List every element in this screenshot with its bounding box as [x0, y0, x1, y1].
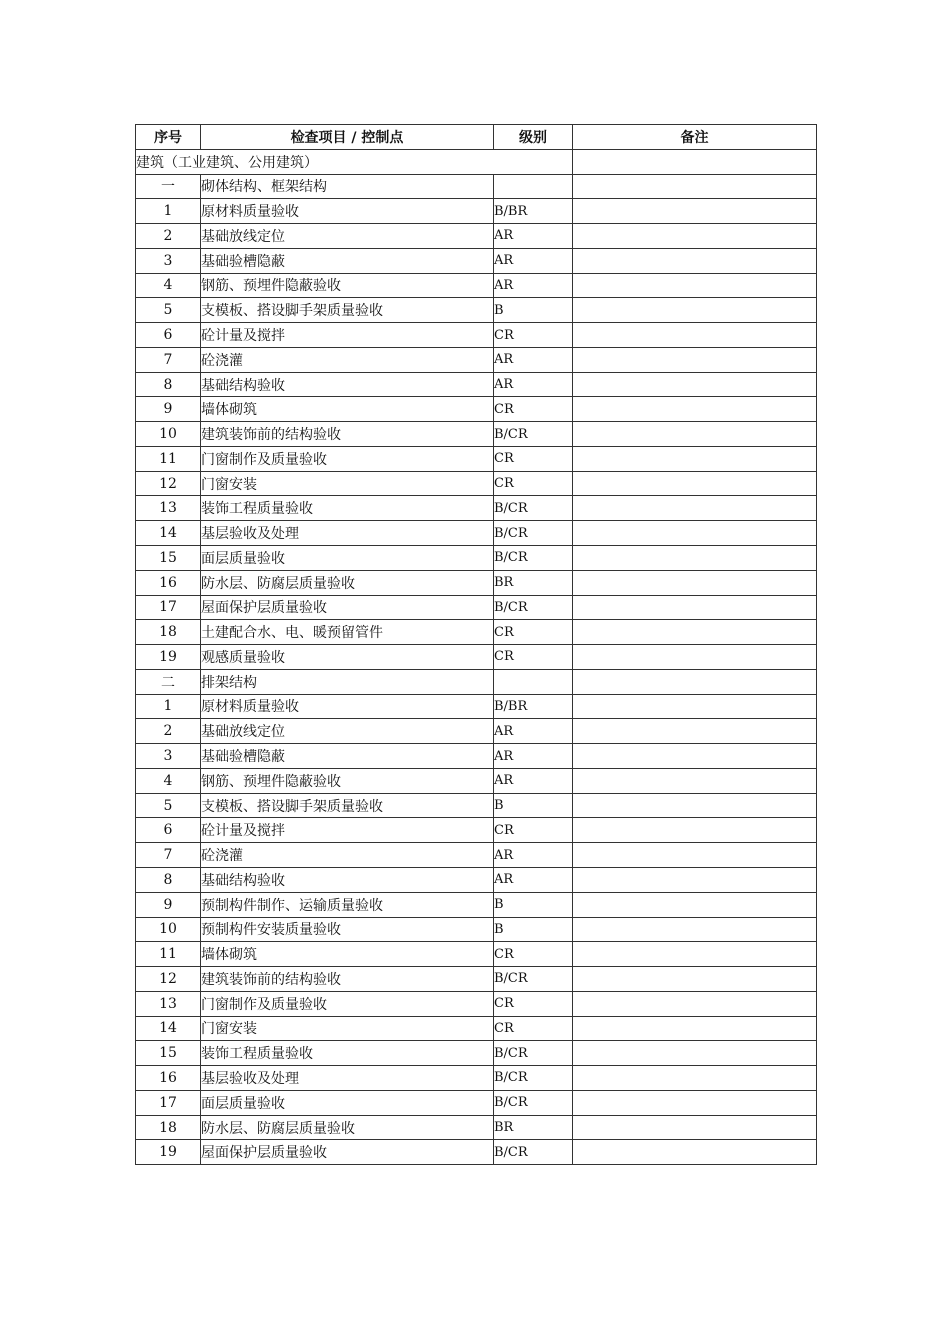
row-number: 14: [136, 521, 201, 546]
row-note: [573, 867, 817, 892]
group-title: 砌体结构、框架结构: [201, 174, 494, 199]
row-note: [573, 620, 817, 645]
row-number: 5: [136, 793, 201, 818]
row-number: 13: [136, 991, 201, 1016]
row-item: 钢筋、预埋件隐蔽验收: [201, 273, 494, 298]
table-row: [136, 768, 817, 793]
table-row: [136, 892, 817, 917]
row-level: AR: [494, 372, 573, 397]
table-row: [136, 1041, 817, 1066]
row-number: 19: [136, 645, 201, 670]
row-level: AR: [494, 719, 573, 744]
row-item: 门窗制作及质量验收: [201, 991, 494, 1016]
table-row: [136, 843, 817, 868]
row-number: 7: [136, 347, 201, 372]
row-item: 墙体砌筑: [201, 397, 494, 422]
row-level: CR: [494, 446, 573, 471]
row-number: 9: [136, 892, 201, 917]
row-note: [573, 496, 817, 521]
row-number: 7: [136, 843, 201, 868]
row-item: 土建配合水、电、暖预留管件: [201, 620, 494, 645]
header-level: 级别: [494, 125, 573, 150]
row-level: CR: [494, 1016, 573, 1041]
row-item: 原材料质量验收: [201, 199, 494, 224]
row-level: B/CR: [494, 1066, 573, 1091]
row-item: 基础验槽隐蔽: [201, 248, 494, 273]
row-number: 2: [136, 719, 201, 744]
row-level: B/CR: [494, 546, 573, 571]
row-level: B/BR: [494, 694, 573, 719]
row-item: 预制构件安装质量验收: [201, 917, 494, 942]
row-level: B/CR: [494, 595, 573, 620]
row-level: AR: [494, 768, 573, 793]
row-note: [573, 694, 817, 719]
row-number: 15: [136, 1041, 201, 1066]
row-number: 8: [136, 372, 201, 397]
row-item: 基层验收及处理: [201, 521, 494, 546]
row-note: [573, 446, 817, 471]
table-row: [136, 967, 817, 992]
row-number: 9: [136, 397, 201, 422]
group-note-cell: [573, 174, 817, 199]
row-number: 14: [136, 1016, 201, 1041]
group-level-cell: [494, 174, 573, 199]
table-row: [136, 372, 817, 397]
row-item: 预制构件制作、运输质量验收: [201, 892, 494, 917]
table-header-row: [136, 125, 817, 150]
table-row: [136, 917, 817, 942]
table-row: [136, 1090, 817, 1115]
table-row: [136, 546, 817, 571]
row-note: [573, 768, 817, 793]
table-row: [136, 991, 817, 1016]
table-row: [136, 645, 817, 670]
row-number: 16: [136, 570, 201, 595]
group-note-cell: [573, 669, 817, 694]
row-number: 11: [136, 446, 201, 471]
header-item: 检查项目 / 控制点: [201, 125, 494, 150]
row-level: B/CR: [494, 496, 573, 521]
row-note: [573, 248, 817, 273]
row-item: 面层质量验收: [201, 546, 494, 571]
row-note: [573, 1140, 817, 1165]
row-item: 基础验槽隐蔽: [201, 744, 494, 769]
table-row: [136, 397, 817, 422]
row-level: B/CR: [494, 1090, 573, 1115]
row-level: B/CR: [494, 1140, 573, 1165]
row-number: 3: [136, 248, 201, 273]
row-number: 18: [136, 1115, 201, 1140]
table-row: [136, 818, 817, 843]
row-number: 15: [136, 546, 201, 571]
table-row: [136, 347, 817, 372]
row-level: B: [494, 298, 573, 323]
row-level: B: [494, 917, 573, 942]
row-note: [573, 298, 817, 323]
row-note: [573, 199, 817, 224]
row-number: 18: [136, 620, 201, 645]
row-level: BR: [494, 1115, 573, 1140]
row-note: [573, 273, 817, 298]
table-row: [136, 942, 817, 967]
row-item: 屋面保护层质量验收: [201, 1140, 494, 1165]
row-level: CR: [494, 323, 573, 348]
row-level: B: [494, 892, 573, 917]
row-number: 3: [136, 744, 201, 769]
row-note: [573, 1115, 817, 1140]
row-item: 门窗安装: [201, 471, 494, 496]
row-level: AR: [494, 867, 573, 892]
row-number: 19: [136, 1140, 201, 1165]
table-row: [136, 595, 817, 620]
row-note: [573, 942, 817, 967]
row-number: 17: [136, 1090, 201, 1115]
row-number: 4: [136, 273, 201, 298]
header-no: 序号: [136, 125, 201, 150]
table-row: [136, 570, 817, 595]
group-number: 二: [136, 669, 201, 694]
row-number: 1: [136, 199, 201, 224]
row-note: [573, 892, 817, 917]
row-level: B/BR: [494, 199, 573, 224]
row-item: 装饰工程质量验收: [201, 496, 494, 521]
row-note: [573, 1016, 817, 1041]
row-level: AR: [494, 273, 573, 298]
row-item: 支模板、搭设脚手架质量验收: [201, 298, 494, 323]
row-number: 6: [136, 818, 201, 843]
table-row: [136, 422, 817, 447]
row-note: [573, 595, 817, 620]
table-row: [136, 471, 817, 496]
row-item: 钢筋、预埋件隐蔽验收: [201, 768, 494, 793]
group-number: 一: [136, 174, 201, 199]
row-note: [573, 991, 817, 1016]
table-row: [136, 1140, 817, 1165]
row-number: 8: [136, 867, 201, 892]
row-note: [573, 570, 817, 595]
group-level-cell: [494, 669, 573, 694]
row-note: [573, 422, 817, 447]
row-item: 原材料质量验收: [201, 694, 494, 719]
row-item: 基层验收及处理: [201, 1066, 494, 1091]
row-note: [573, 323, 817, 348]
row-item: 基础结构验收: [201, 867, 494, 892]
category-row: [136, 149, 817, 174]
row-level: B: [494, 793, 573, 818]
row-item: 基础放线定位: [201, 719, 494, 744]
inspection-control-table: [135, 124, 817, 1165]
table-row: [136, 793, 817, 818]
row-level: B/CR: [494, 1041, 573, 1066]
table-row: [136, 521, 817, 546]
row-note: [573, 793, 817, 818]
category-title: 建筑（工业建筑、公用建筑）: [136, 149, 573, 174]
row-item: 墙体砌筑: [201, 942, 494, 967]
table-row: [136, 1115, 817, 1140]
row-number: 12: [136, 967, 201, 992]
row-level: CR: [494, 942, 573, 967]
row-item: 防水层、防腐层质量验收: [201, 570, 494, 595]
row-item: 砼计量及搅拌: [201, 323, 494, 348]
row-number: 2: [136, 224, 201, 249]
row-note: [573, 471, 817, 496]
row-level: B/CR: [494, 967, 573, 992]
row-note: [573, 546, 817, 571]
row-item: 支模板、搭设脚手架质量验收: [201, 793, 494, 818]
row-level: CR: [494, 991, 573, 1016]
category-note-cell: [573, 149, 817, 174]
row-number: 10: [136, 422, 201, 447]
row-level: AR: [494, 248, 573, 273]
row-number: 10: [136, 917, 201, 942]
row-note: [573, 818, 817, 843]
row-number: 1: [136, 694, 201, 719]
row-note: [573, 347, 817, 372]
row-note: [573, 1090, 817, 1115]
table-row: [136, 744, 817, 769]
row-item: 装饰工程质量验收: [201, 1041, 494, 1066]
table-row: [136, 620, 817, 645]
table-row: [136, 1066, 817, 1091]
row-item: 建筑装饰前的结构验收: [201, 967, 494, 992]
row-note: [573, 397, 817, 422]
group-row: [136, 669, 817, 694]
table-row: [136, 248, 817, 273]
table-row: [136, 298, 817, 323]
table-row: [136, 199, 817, 224]
row-number: 11: [136, 942, 201, 967]
row-item: 建筑装饰前的结构验收: [201, 422, 494, 447]
row-note: [573, 719, 817, 744]
row-item: 基础结构验收: [201, 372, 494, 397]
row-note: [573, 917, 817, 942]
group-row: [136, 174, 817, 199]
table-row: [136, 867, 817, 892]
row-item: 屋面保护层质量验收: [201, 595, 494, 620]
row-level: AR: [494, 744, 573, 769]
row-note: [573, 521, 817, 546]
table-row: [136, 496, 817, 521]
row-number: 12: [136, 471, 201, 496]
row-number: 16: [136, 1066, 201, 1091]
row-item: 观感质量验收: [201, 645, 494, 670]
row-number: 4: [136, 768, 201, 793]
row-note: [573, 967, 817, 992]
row-note: [573, 372, 817, 397]
row-note: [573, 843, 817, 868]
row-level: AR: [494, 843, 573, 868]
row-item: 门窗制作及质量验收: [201, 446, 494, 471]
header-note: 备注: [573, 125, 817, 150]
row-level: CR: [494, 397, 573, 422]
row-number: 13: [136, 496, 201, 521]
table-row: [136, 694, 817, 719]
row-item: 防水层、防腐层质量验收: [201, 1115, 494, 1140]
group-title: 排架结构: [201, 669, 494, 694]
table-row: [136, 224, 817, 249]
row-level: CR: [494, 645, 573, 670]
row-number: 6: [136, 323, 201, 348]
row-number: 5: [136, 298, 201, 323]
row-level: B/CR: [494, 521, 573, 546]
row-level: B/CR: [494, 422, 573, 447]
row-item: 基础放线定位: [201, 224, 494, 249]
row-item: 砼浇灌: [201, 843, 494, 868]
row-item: 门窗安装: [201, 1016, 494, 1041]
row-note: [573, 645, 817, 670]
row-note: [573, 1066, 817, 1091]
row-item: 面层质量验收: [201, 1090, 494, 1115]
row-level: AR: [494, 347, 573, 372]
row-item: 砼计量及搅拌: [201, 818, 494, 843]
row-note: [573, 744, 817, 769]
table-row: [136, 1016, 817, 1041]
row-note: [573, 1041, 817, 1066]
row-level: CR: [494, 471, 573, 496]
row-number: 17: [136, 595, 201, 620]
row-item: 砼浇灌: [201, 347, 494, 372]
table-body: [136, 149, 817, 1164]
row-level: BR: [494, 570, 573, 595]
table-row: [136, 446, 817, 471]
row-level: CR: [494, 620, 573, 645]
table-row: [136, 719, 817, 744]
table-row: [136, 323, 817, 348]
row-note: [573, 224, 817, 249]
row-level: AR: [494, 224, 573, 249]
row-level: CR: [494, 818, 573, 843]
table-row: [136, 273, 817, 298]
